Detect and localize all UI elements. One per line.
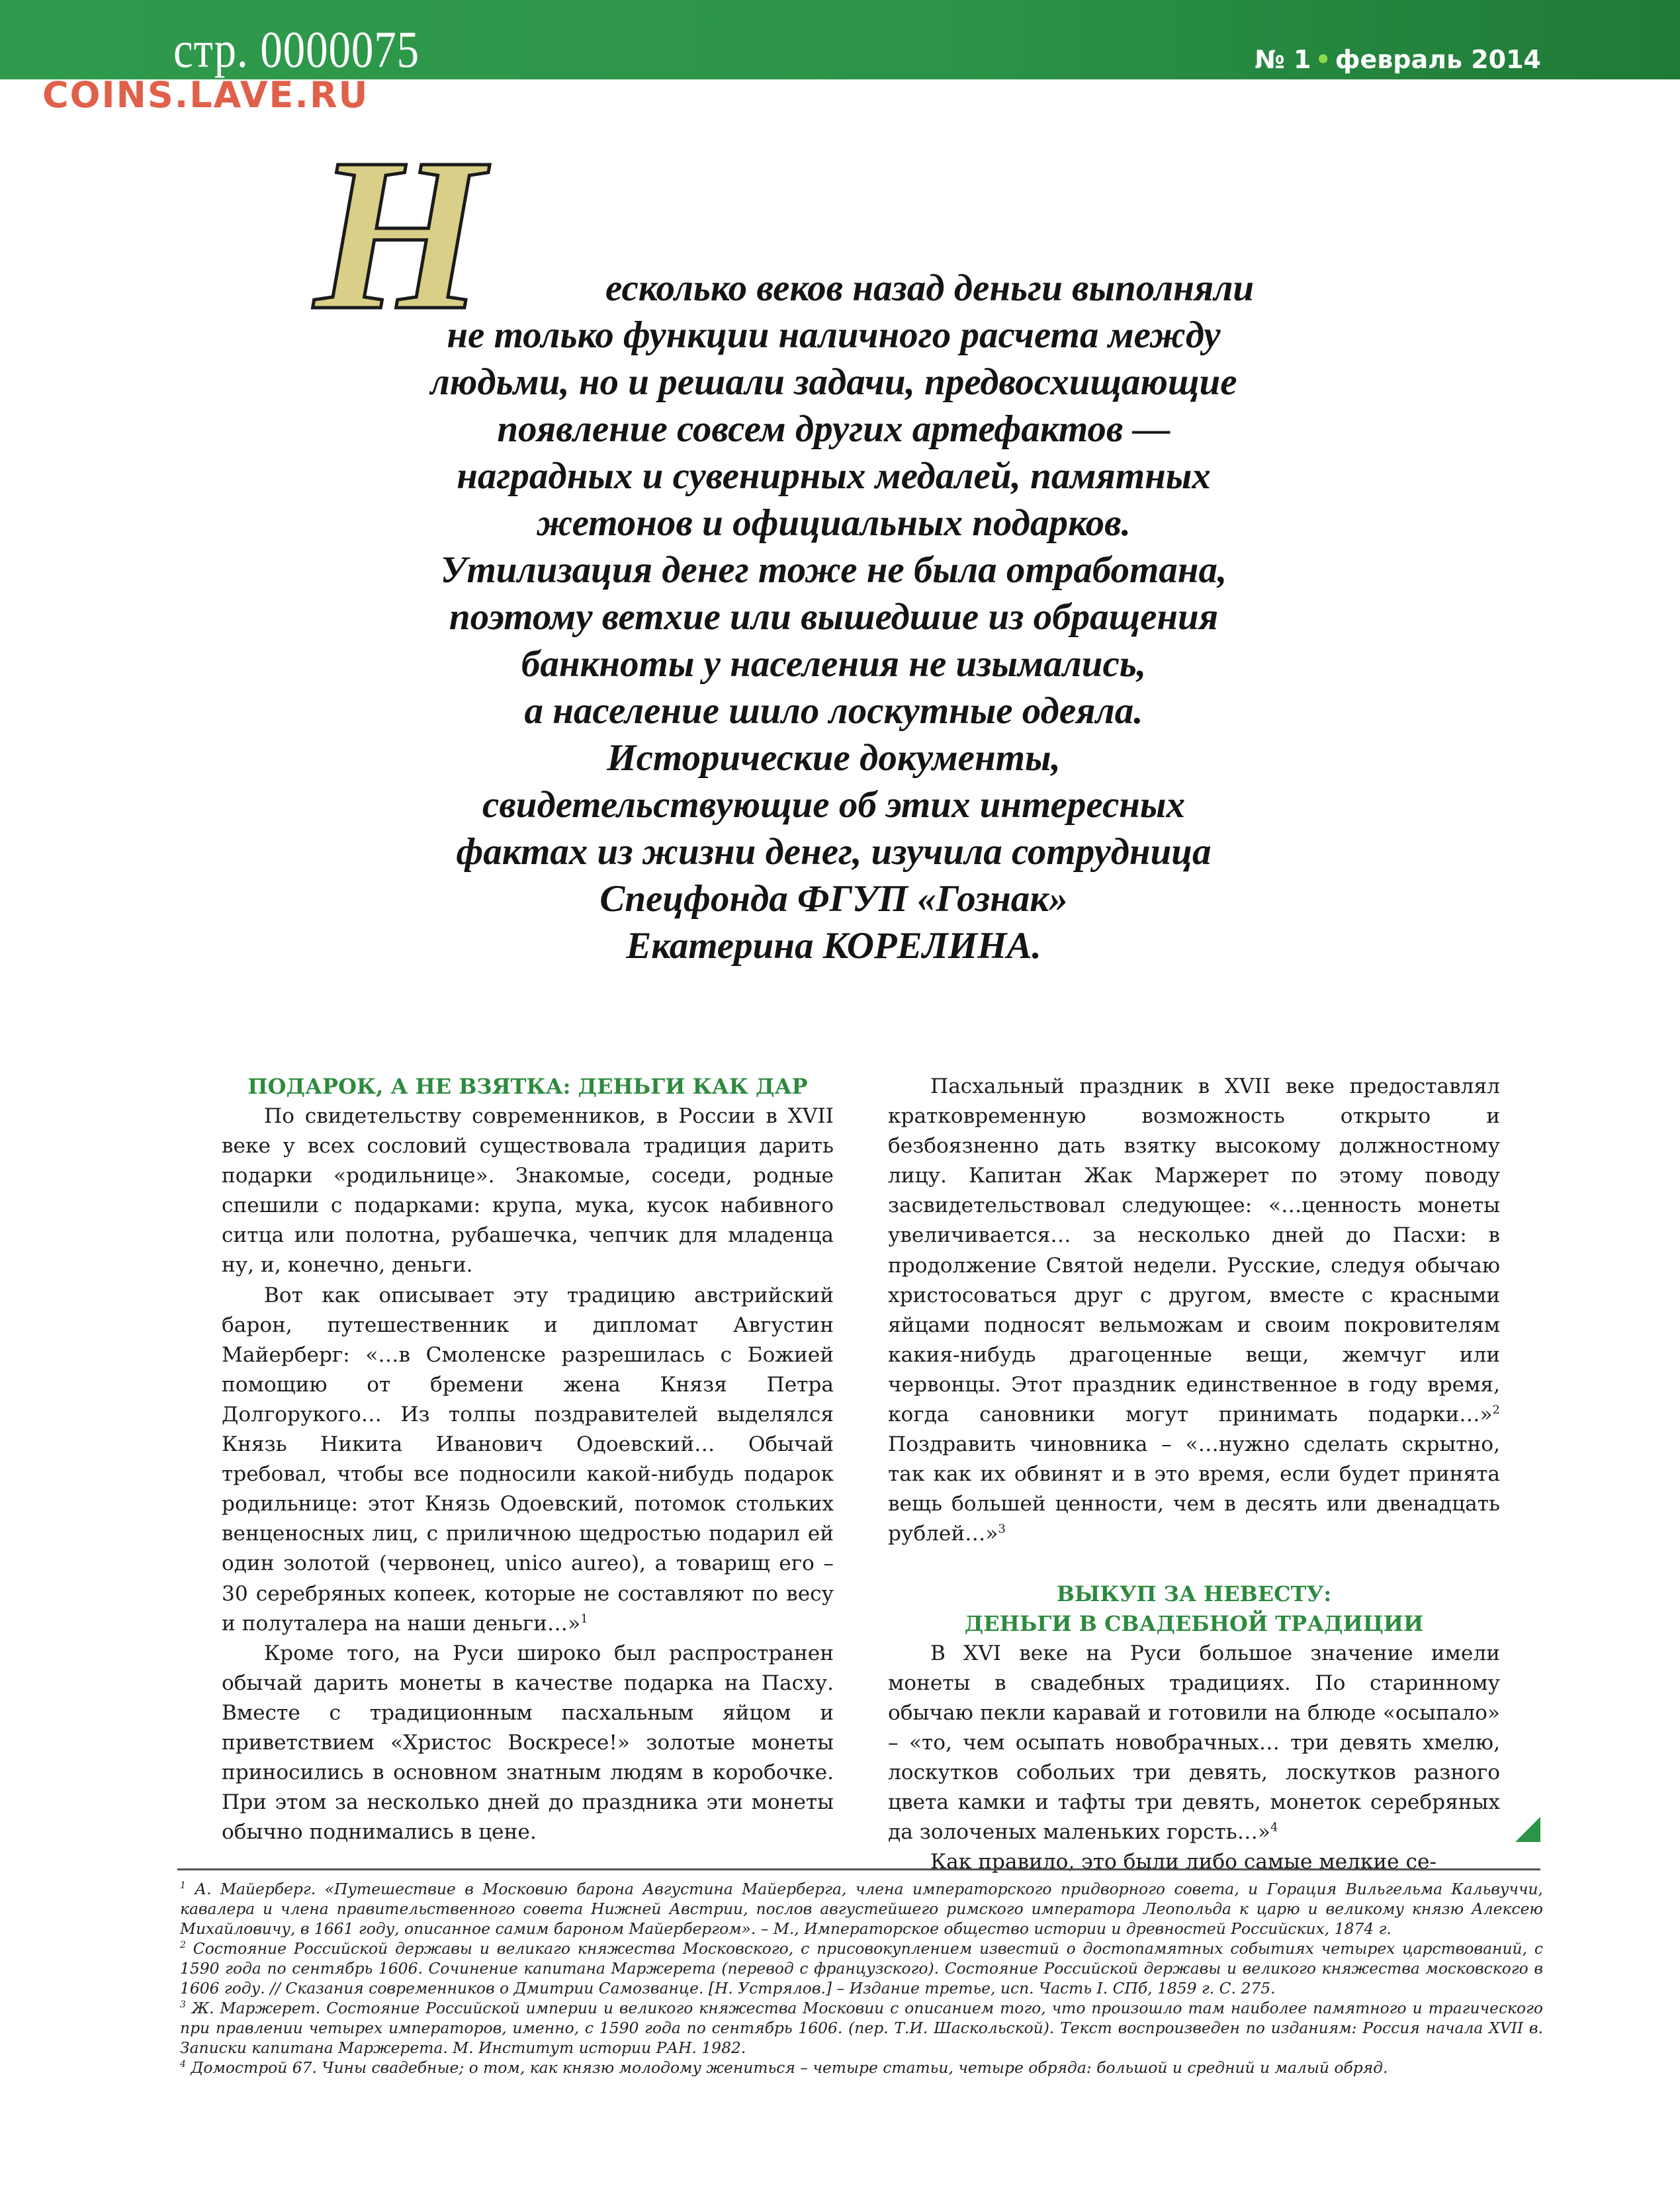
body-paragraph: Вот как описывает эту традицию австрийский барон, путешественник и дипломат Августин Майерберг: «…в Смоленске разрешилась с Божией помощию от бремени жена Князя Петра Долгорукого… Из толпы поздравителей выделялся Князь Никита Иванович Одоевский… Обычай требовал, чтобы все подносили какой-нибудь подарок родильнице: этот Князь Одоевский, потомок стольких венценосных лиц, с приличною щедростью подарил ей один золотой (червонец, unico aureo), а товарищ его – 30 серебряных копеек, которые не составляют по весу и полуталера на наши деньги…»$^1$ [222, 1283, 834, 1636]
lead-line: есколько веков назад деньги выполняли [605, 267, 1255, 309]
lead-line: а население шило лоскутные одеяла. [524, 690, 1143, 732]
lead-line: Исторические документы, [607, 737, 1061, 779]
lead-line: не только функции наличного расчета между [447, 314, 1221, 356]
lead-paragraph [278, 265, 1390, 969]
body-paragraph: В XVI веке на Руси большое значение имели монеты в свадебных традициях. По старинному обычаю пекли каравай и готовили на блюде «осыпало» – «то, чем осыпать новобрачных… три девять хмелю, лоскутков собольих три девять, лоскутков разного цвета камки и тафты три девять, монеток серебряных да золоченых маленьких горсть…»$^4$ [888, 1641, 1500, 1845]
footnote-ref[interactable]: 3 [998, 1522, 1006, 1537]
footnote-divider [177, 1868, 1540, 1870]
section-heading-gift: ПОДАРОК, А НЕ ВЗЯТКА: ДЕНЬГИ КАК ДАР [247, 1074, 808, 1099]
source-watermark: COINS.LAVE.RU [42, 74, 369, 116]
continue-triangle-icon [1515, 1817, 1540, 1842]
footnote: $^3$ Ж. Маржерет. Состояние Российской империи и великого княжества Московии с описанием того, что произошло там наиболее памятного и трагического при правлении четырех императоров, именно, с 1590 года по сентябрь 1606. (пер. Т.И. Шаскольской). Текст воспроизведен по изданиям: Россия начала XVII в. Записки капитана Маржерета. М. Институт истории РАН. 1982. [180, 1999, 1543, 2057]
footnote-ref[interactable]: 1 [580, 1612, 588, 1626]
body-paragraph: Кроме того, на Руси широко был распространен обычай дарить монеты в качестве подарка на Пасху. Вместе с традиционным пасхальным яйцом и приветствием «Христос Воскресе!» золотые монеты приносились в основном знатным людям в коробочке. При этом за несколько дней до праздника эти монеты обычно поднимались в цене. [222, 1641, 834, 1845]
lead-line: фактах из жизни денег, изучила сотрудница [456, 831, 1212, 873]
issue-date: февраль 2014 [1335, 45, 1541, 74]
issue-number: № 1 [1255, 45, 1311, 74]
lead-line: наградных и сувенирных медалей, памятных [457, 455, 1211, 497]
footnotes [180, 1879, 1543, 2078]
issue-info [1255, 45, 1541, 74]
footnote-ref[interactable]: 2 [1492, 1403, 1500, 1417]
drop-cap: Н [314, 114, 484, 355]
footnote-ref[interactable]: 4 [1270, 1820, 1278, 1835]
footnote: $^4$ Домострой 67. Чины свадебные; о том, как князю молодому жениться – четыре статьи, четыре обряда: большой и средний и малый обряд. [180, 2058, 1388, 2077]
section-heading-bride: ВЫКУП ЗА НЕВЕСТУ: ДЕНЬГИ В СВАДЕБНОЙ ТРАДИЦИИ [964, 1581, 1424, 1636]
footnote: $^2$ Состояние Российской державы и великаго княжества Московского, с присовокуплением известий о достопамятных событиях четырех царствований, с 1590 года по сентябрь 1606. Сочинение капитана Маржерета (перевод с французского). Состояние Российской державы и великого княжества московского в 1606 году. // Сказания современников о Дмитрии Самозванце. [Н. Устрялов.] – Издание третье, исп. Часть I. СПб, 1859 г. С. 275. [180, 1939, 1543, 1997]
body-paragraph: По свидетельству современников, в России в XVII веке у всех сословий существовала традиция дарить подарки «родильнице». Знакомые, соседи, родные спешили с подарками: крупа, мука, кусок набивного ситца или полотна, рубашечка, чепчик для младенца ну, и, конечно, деньги. [222, 1104, 834, 1278]
lead-line: свидетельствующие об этих интересных [482, 784, 1185, 826]
right-column [888, 1072, 1500, 1877]
page-number: стр. 0000075 [173, 21, 420, 78]
left-column [222, 1072, 834, 1847]
lead-line: людьми, но и решали задачи, предвосхищающие [430, 361, 1237, 403]
lead-line: поэтому ветхие или вышедшие из обращения [449, 596, 1219, 638]
lead-line: жетонов и официальных подарков. [537, 502, 1131, 544]
lead-line: Екатерина КОРЕЛИНА. [626, 925, 1041, 967]
lead-line: банкноты у населения не изымались, [521, 643, 1147, 685]
body-paragraph: Пасхальный праздник в XVII веке предоставлял кратковременную возможность открыто и безбоязненно дать взятку высокому должностному лицу. Капитан Жак Маржерет по этому поводу засвидетельствовал следующее: «…ценность монеты увеличивается… за несколько дней до Пасхи: в продолжение Святой недели. Русские, следуя обычаю христосоваться друг с другом, вместе с красными яйцами подносят вельможам и своим покровителям какия-нибудь драгоценные вещи, жемчуг или червонцы. Этот праздник единственное в году время, когда сановники могут принимать подарки…»$^2$ Поздравить чиновника – «…нужно сделать скрытно, так как их обвинят и в это время, если будет принята вещь большей ценности, чем в десять или двенадцать рублей…»$^3$ [888, 1074, 1500, 1546]
footnote: $^1$ А. Майерберг. «Путешествие в Московию барона Августина Майерберга, члена императорского придворного совета, и Горация Вильгельма Кальвуччи, кавалера и члена правительственного совета Нижней Австрии, послов августейшего римского императора Леопольда к царю и великому князю Алексею Михайловичу, в 1661 году, описанное самим бароном Майербергом». – М., Императорское общество истории и древностей Российских, 1874 г. [180, 1880, 1543, 1938]
separator-dot-icon: • [1315, 45, 1331, 74]
lead-line: появление совсем других артефактов — [497, 408, 1171, 450]
lead-line: Спецфонда ФГУП «Гознак» [599, 878, 1068, 920]
body-paragraph: Как правило, это были либо самые мелкие се- [930, 1850, 1437, 1874]
lead-line: Утилизация денег тоже не была отработана, [440, 549, 1227, 591]
